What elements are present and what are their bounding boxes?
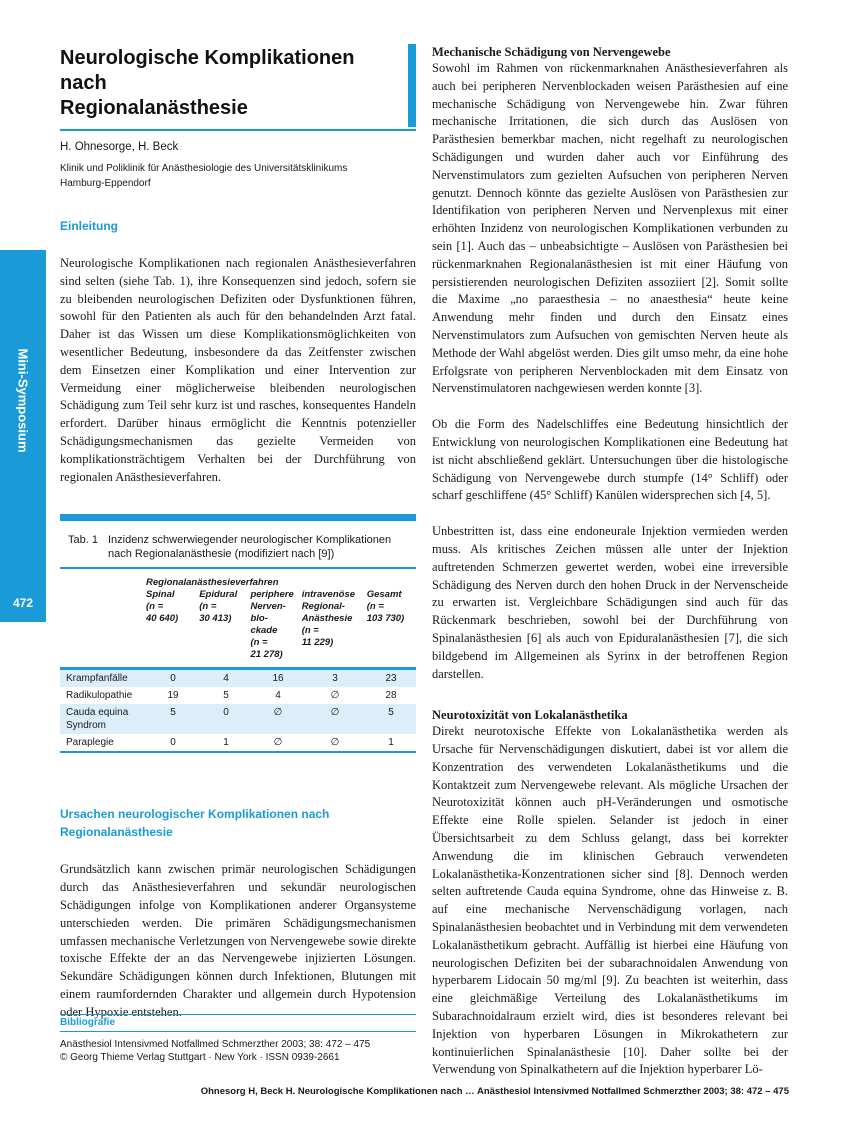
table-cell: 3 (332, 673, 338, 685)
bibliography (60, 1014, 416, 1064)
table-cell: 1 (223, 737, 229, 749)
mechanical-heading: Mechanische Schädigung von Nervengewebe (432, 45, 671, 59)
table-group-header: Regionalanästhesieverfahren (146, 577, 279, 589)
page-number: 472 (12, 596, 34, 610)
column-header-total: Gesamt (n = 103 730) (366, 589, 405, 625)
bibliography-heading: Bibliografie (60, 1014, 416, 1031)
page-footer: Ohnesorg H, Beck H. Neurologische Komplikationen nach … Anästhesiol Intensivmed Notfallmed Schmerzther 2003; 38: 472 – 475 (200, 1086, 789, 1097)
neurotox-heading: Neurotoxizität von Lokalanästhetika (432, 708, 628, 723)
column-header-spinal: Spinal (n = 40 640) (146, 589, 179, 625)
table-cell: 5 (223, 690, 229, 702)
table-cell: ∅ (330, 737, 340, 749)
table-column-headers (146, 589, 416, 661)
table-cell: 1 (388, 737, 394, 749)
row-label: Krampfanfälle (66, 673, 128, 685)
affiliation-line-1: Klinik und Poliklinik für Anästhesiologie des Universitätsklinikums (60, 163, 348, 174)
column-header-peripheral: periphere Nerven-blo- ckade (n = 21 278) (250, 589, 294, 661)
affiliation (60, 161, 416, 191)
authors: H. Ohnesorge, H. Beck (60, 141, 179, 153)
table-cell: 4 (275, 690, 281, 702)
left-column (60, 44, 416, 1022)
table-row (60, 734, 416, 753)
table-caption (60, 533, 416, 561)
column-header-iv-regional: intravenöse Regional- Anästhesie (n = 11 229) (301, 589, 356, 649)
table-label: Tab. 1 (68, 534, 98, 547)
row-label: Radikulopathie (66, 690, 133, 702)
table-cell: 19 (167, 690, 179, 702)
table-cell: 4 (223, 673, 229, 685)
mechanical-paragraph-2: Ob die Form des Nadelschliffes eine Bedeutung hinsichtlich der Entwicklung von neurologischen Komplikationen eine Bedeutung hat ist nicht abschließend geklärt. Untersuchungen über die histologische Schädigung von Nervengewebe durch stumpfe (14° Schliff) oder scharf geschliffene (45° Schliff) Kanülen widersprechen sich [4, 5]. (432, 417, 788, 503)
neurotox-paragraph: Direkt neurotoxische Effekte von Lokalanästhetika werden als Ursache für Nervenschädigungen diskutiert, dabei ist vor allem die Konzentration des verwendeten Lokalanästhetikums und die Kontaktzeit zum Nervengewebe relevant. Als mögliche Ursachen der Neurotoxizität können auch pH-Veränderungen und osmotische Effekte eine Rolle spielen. Selander ist jedoch in einer Übersichtsarbeit zu dem Schluss gelangt, dass bei korrekter Anwendung die im klinischen Gebrauch verwendeten Lokalanästhetika-Konzentrationen sicher sind [8]. Dennoch werden selten auftretende Cauda equina Syndrome, ohne das Hinweise z. B. auf eine mechanische Nervenschädigung vorlagen, nach Spinalanästhesien beobachtet und in Verbindung mit dem verwendeten Lokalanästhetikum gebracht. Auffällig ist hierbei eine Häufung von neurologischen Defiziten bei der subarachnoidalen Anwendung von hyperbarem Lidocain 50 mg/ml [9]. Zu beachten ist weiterhin, dass eine gleichmäßige Verteilung des Lokalanästhetikums im Subarachnoidalraum erzielt wird, dies ist besonderes relevant bei Injektion von hyperbaren Lösungen in Mikrokathetern zur kontinuierlichen Spinalanästhesie [10]. Daher sollte bei der Verwendung von Spinalkathetern auf die Injektion hyperbarer Lö- (432, 724, 788, 1077)
table-cell: ∅ (330, 690, 340, 702)
table-cell: 5 (170, 707, 176, 719)
mechanical-paragraph-3: Unbestritten ist, dass eine endoneurale Injektion vermieden werden muss. Als kritisches Zeichen müssen alle unter der Injektion auftretenden Schmerzen gewertet werden, wobei eine irreversible Schädigung des Nerven durch den hohen Druck in der Nervenscheide zu erwarten ist. Vergleichbare Schädigungen sind auch für das Rückenmark beschrieben, sowohl bei der Durchführung von Spinalanästhesien [6] als auch von Epiduralanästhesien [7], die sich bildgebend im Allgemeinen als Syrinx in der betroffenen Region darstellen. (432, 524, 788, 681)
table-caption-text: Inzidenz schwerwiegender neurologischer Komplikationen nach Regionalanästhesie (modifiziert nach [9]) (108, 534, 392, 561)
table-row (60, 704, 416, 734)
row-label: Paraplegie (66, 737, 114, 749)
bibliography-text (60, 1038, 416, 1064)
intro-paragraph: Neurologische Komplikationen nach regionalen Anästhesieverfahren sind selten (siehe Tab. 1), ihre Konsequenzen sind jedoch, sofern sie zu bleibenden neurologischen Defiziten oder Dysfunktionen führen, sowohl für den Patienten als auch für den behandelnden Arzt fatal. Daher ist das Wissen um diese Komplikationsmöglichkeiten von wesentlicher Bedeutung, insbesondere da das Zeitfenster zwischen dem Einsetzen einer Komplikation und einer Intervention zur Vermeidung einer möglicherweise bleibenden neurologischen Schädigung zum Teil sehr kurz ist und rasches, konsequentes Handeln erfordert. Darüber hinaus ermöglicht die Kenntnis potenzieller Schädigungsmechanismen das gezielte Vermeiden von komplikationsträchtigem Verhalten bei der Durchführung von regionalen Anästhesieverfahren. (60, 256, 416, 484)
title-line-1: Neurologische Komplikationen nach (60, 47, 355, 94)
table-cell: ∅ (273, 737, 283, 749)
bibliography-line-1: Anästhesiol Intensivmed Notfallmed Schmerzther 2003; 38: 472 – 475 (60, 1039, 371, 1050)
table-cell: ∅ (273, 707, 283, 719)
section-sidebar (0, 250, 46, 622)
title-block (60, 44, 416, 127)
table-cell: 23 (385, 673, 397, 685)
causes-heading: Ursachen neurologischer Komplikationen nach Regionalanästhesie (60, 807, 330, 840)
table-cell: 0 (170, 673, 176, 685)
table-cell: 0 (170, 737, 176, 749)
column-header-epidural: Epidural (n = 30 413) (199, 589, 238, 625)
table-cell: ∅ (330, 707, 340, 719)
bibliography-line-2: © Georg Thieme Verlag Stuttgart · New York · ISSN 0939-2661 (60, 1052, 340, 1063)
table-cell: 5 (388, 707, 394, 719)
table-row (60, 670, 416, 687)
incidence-table (60, 514, 416, 753)
row-label: Cauda equina Syndrom (66, 707, 129, 732)
sidebar-label: Mini-Symposium (15, 347, 31, 453)
table-row (60, 687, 416, 704)
affiliation-line-2: Hamburg-Eppendorf (60, 178, 151, 189)
table-cell: 28 (385, 690, 397, 702)
title-line-2: Regionalanästhesie (60, 97, 248, 119)
table-cell: 16 (272, 673, 284, 685)
sidebar-label-container (0, 250, 46, 550)
causes-paragraph: Grundsätzlich kann zwischen primär neurologischen Schädigungen durch das Anästhesieverfahren und sekundär neurologischen Schädigungen infolge von Komplikationen anderer Organsysteme unterschieden werden. Die primären Schädigungsmechanismen umfassen mechanische Verletzungen von Nervengewebe sowie direkte toxische Effekte der an das Nervengewebe injizierten Lösungen. Sekundäre Schädigungen können durch Infektionen, Blutungen mit einem raumfordernden Charakter und allgemein durch Hypotension oder Hypoxie entstehen. (60, 862, 416, 1019)
bibliography-divider (60, 1031, 416, 1032)
mechanical-paragraph-1: Sowohl im Rahmen von rückenmarknahen Anästhesieverfahren als auch bei peripheren Nervenblockaden weisen Parästhesien auf eine mechanische Schädigung von Nervengewebe hin. Zwar führen mechanische Irritationen, die sich durch das Auslösen von Parästhesien bemerkbar machen, nicht regelhaft zu neurologischen Schädigungen und wurden daher auch vor Einführung des Nervenstimulators zum gezielten Aufsuchen von peripheren Nerven genutzt. Dennoch könnte das gezielte Auslösen von Parästhesien zur Identifikation von peripheren Nerven und Nervenplexus mit einer erhöhten Inzidenz von neurologischen Komplikationen verbunden zu sein [1]. Auch das – unbeabsichtigte – Auslösen von Parästhesien bei rückenmarknahen Regionalanästhesien ist mit einer Häufung von persistierenden neurologischen Defiziten assoziiert [2]. Somit sollte die Maxime „no paraesthesia – no anaesthesia“ heute keine Anwendung mehr finden und durch den Einsatz eines Nervenstimulators zum Aufsuchen von gemischten Nerven heute als Methode der Wahl abgelöst werden. Dies gilt umso mehr, da eine hohe Erfolgsrate von peripheren Nervenblockaden mit dem Einsatz von Nervenstimulatoren nachgewiesen werden konnte [3]. (432, 61, 788, 396)
right-column (432, 44, 788, 1079)
table-cell: 0 (223, 707, 229, 719)
table-header (60, 567, 416, 670)
article-title (60, 44, 400, 127)
intro-heading: Einleitung (60, 219, 118, 233)
